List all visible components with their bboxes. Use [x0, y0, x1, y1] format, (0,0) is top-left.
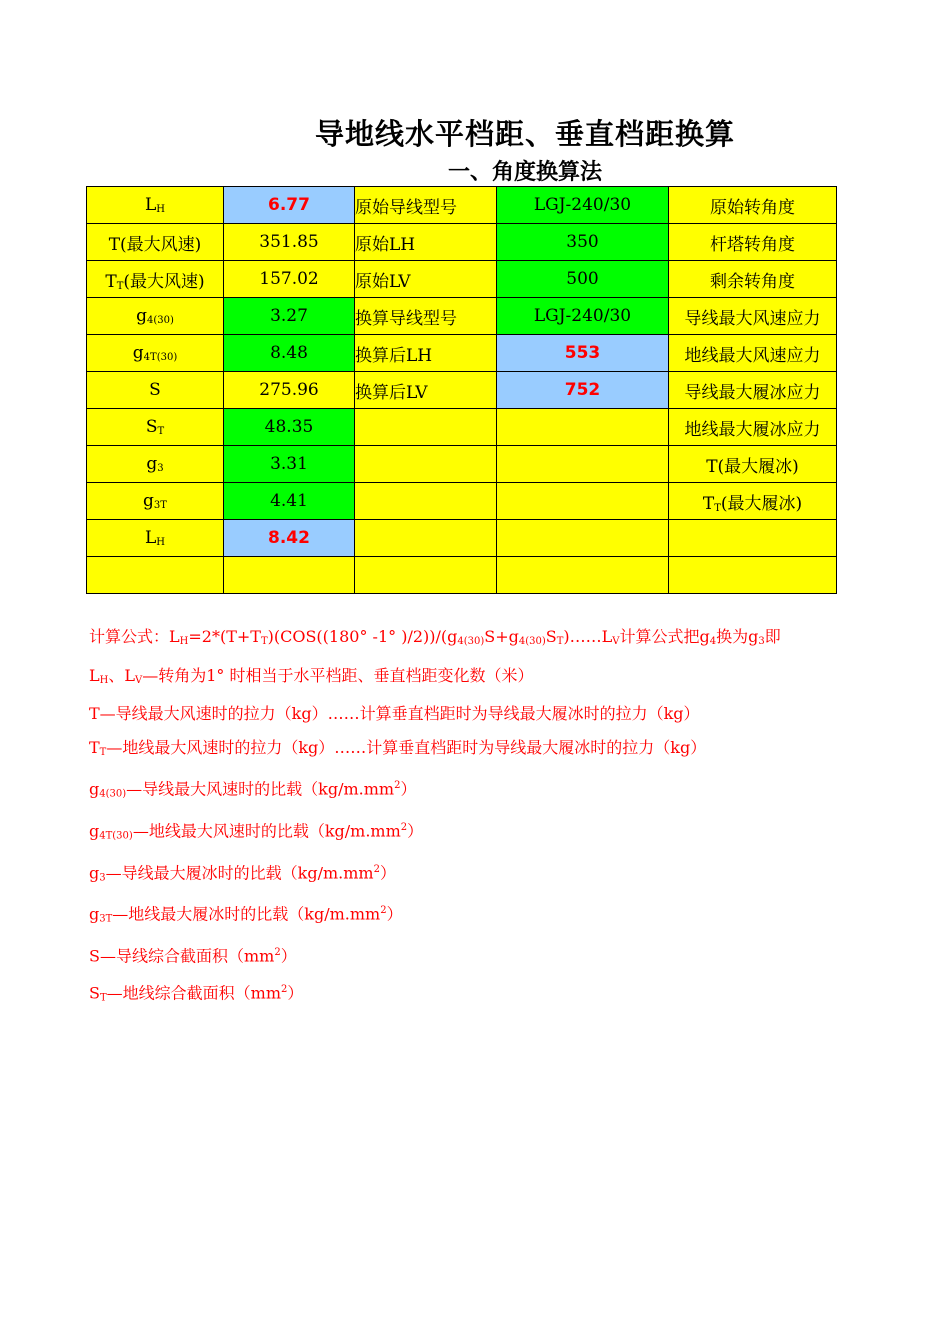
formula-note-line [89, 697, 849, 731]
input-value-cell: LGJ-240/30 [497, 298, 669, 335]
note-script: H [99, 674, 109, 686]
param-value-cell: 351.85 [224, 224, 355, 261]
param-symbol-cell [87, 483, 224, 520]
formula-note-line [89, 894, 849, 936]
note-text: —地线最大风速时的比载（kg/m.mm [132, 821, 401, 841]
formula-note-line [89, 769, 849, 811]
angle-stress-label-cell [669, 483, 837, 520]
param-value-cell: 48.35 [224, 409, 355, 446]
formula-notes [89, 620, 849, 1015]
note-text: —地线综合截面积（mm [106, 983, 281, 1003]
table-row [87, 187, 837, 224]
cell-subscript: 3 [157, 463, 164, 474]
note-text: )(COS((180° -1° )/2))/(g [267, 627, 458, 646]
note-script: 2 [400, 821, 408, 833]
conversion-table [86, 186, 837, 594]
angle-stress-label-cell: 地线最大履冰应力 [669, 409, 837, 446]
note-text: —导线最大履冰时的比载（kg/m.mm [105, 862, 374, 882]
note-text: —转角为1° 时相当于水平档距、垂直档距变化数（米） [142, 665, 534, 685]
param-symbol-cell [87, 298, 224, 335]
angle-stress-label-cell: 剩余转角度 [669, 261, 837, 298]
param-value-cell: 3.31 [224, 446, 355, 483]
angle-stress-label-cell: T(最大履冰) [669, 446, 837, 483]
cell-symbol: T [702, 493, 715, 514]
note-script: 3 [758, 636, 765, 647]
input-label-cell [355, 520, 497, 557]
note-script: 2 [373, 863, 380, 875]
formula-note-line [89, 659, 849, 698]
note-script: T [99, 992, 107, 1004]
input-value-cell [497, 520, 669, 557]
note-script: 3T [99, 913, 113, 925]
note-text: )……L [563, 627, 613, 646]
note-script: 2 [394, 780, 401, 791]
cell-symbol: S [149, 380, 161, 400]
cell-symbol: L [144, 195, 157, 215]
formula-note-line [89, 853, 849, 895]
cell-subscript: H [156, 537, 166, 548]
input-label-cell: 换算后LV [355, 372, 497, 409]
param-symbol-cell [87, 557, 224, 594]
note-script: V [612, 636, 620, 647]
input-value-cell [497, 409, 669, 446]
angle-stress-label-cell: 杆塔转角度 [669, 224, 837, 261]
note-text: g [89, 904, 100, 924]
note-text: =2*(T+T [188, 627, 261, 646]
input-value-cell: 553 [497, 335, 669, 372]
formula-note-line [89, 936, 849, 973]
note-script: 2 [281, 984, 288, 996]
cell-subscript: 4T(30) [143, 352, 178, 363]
note-script: 3 [99, 871, 106, 883]
table-row [87, 298, 837, 335]
param-symbol-cell [87, 187, 224, 224]
note-script: H [179, 636, 189, 647]
note-script: T [99, 746, 107, 758]
table-row [87, 446, 837, 483]
note-text: 计算公式：L [89, 627, 180, 646]
note-text: S [89, 983, 100, 1003]
angle-stress-label-cell: 导线最大履冰应力 [669, 372, 837, 409]
note-script: 4 [709, 636, 717, 647]
note-script: V [135, 674, 143, 686]
table-row [87, 261, 837, 298]
note-text: 、L [108, 665, 135, 685]
note-script: T [556, 636, 564, 647]
input-value-cell: LGJ-240/30 [497, 187, 669, 224]
input-value-cell [497, 483, 669, 520]
table-row [87, 409, 837, 446]
note-text: ） [386, 904, 403, 924]
table-row [87, 372, 837, 409]
note-text: g [89, 821, 100, 841]
cell-symbol: S [145, 417, 158, 437]
formula-note-line [89, 620, 849, 659]
note-text: 换为g [716, 627, 759, 646]
param-symbol-cell [87, 520, 224, 557]
input-label-cell [355, 483, 497, 520]
input-label-cell: 原始导线型号 [355, 187, 497, 224]
section-title: 一、角度换算法 [447, 159, 602, 185]
input-value-cell: 500 [497, 261, 669, 298]
note-text: —导线最大风速时的比载（kg/m.mm [126, 779, 395, 799]
cell-suffix: (最大风速) [123, 271, 205, 292]
input-value-cell [497, 557, 669, 594]
note-text: ） [379, 862, 396, 882]
cell-symbol: T [105, 271, 117, 292]
note-text: ） [407, 821, 424, 841]
note-text: ） [400, 779, 417, 799]
input-label-cell: 原始LV [355, 261, 497, 298]
note-script: 2 [380, 905, 387, 917]
note-text: g [89, 779, 100, 799]
note-script: 4(30) [99, 788, 127, 800]
cell-subscript: T [714, 502, 721, 514]
note-text: T—导线最大风速时的拉力（kg）……计算垂直档距时为导线最大履冰时的拉力（kg） [89, 704, 700, 723]
param-value-cell: 8.48 [224, 335, 355, 372]
formula-note-line [89, 731, 849, 770]
cell-symbol: T(最大风速) [108, 234, 202, 255]
note-text: ） [287, 983, 304, 1003]
param-value-cell: 157.02 [224, 261, 355, 298]
input-label-cell: 换算导线型号 [355, 298, 497, 335]
param-symbol-cell [87, 335, 224, 372]
angle-stress-label-cell [669, 520, 837, 557]
param-value-cell [224, 557, 355, 594]
input-label-cell [355, 446, 497, 483]
param-symbol-cell [87, 446, 224, 483]
param-value-cell: 4.41 [224, 483, 355, 520]
note-text: S [545, 627, 557, 646]
input-label-cell: 换算后LH [355, 335, 497, 372]
table-row [87, 335, 837, 372]
angle-stress-label-cell [669, 557, 837, 594]
cell-symbol: g [132, 343, 144, 363]
input-label-cell: 原始LH [355, 224, 497, 261]
note-script: 4(30) [457, 636, 485, 647]
note-script: T [260, 636, 268, 647]
note-script: 4(30) [518, 636, 546, 647]
param-symbol-cell [87, 261, 224, 298]
cell-symbol: g [136, 306, 147, 326]
note-text: 即 [764, 627, 781, 646]
page-title: 导地线水平档距、垂直档距换算 [314, 117, 735, 151]
input-value-cell: 752 [497, 372, 669, 409]
input-value-cell: 350 [497, 224, 669, 261]
cell-subscript: H [156, 204, 166, 215]
param-value-cell: 3.27 [224, 298, 355, 335]
cell-subscript: T [116, 280, 124, 292]
param-value-cell: 6.77 [224, 187, 355, 224]
cell-suffix: (最大履冰) [720, 493, 803, 514]
note-text: 计算公式把g [619, 627, 710, 646]
note-script: 4T(30) [99, 830, 133, 842]
formula-note-line [89, 811, 849, 853]
cell-symbol: g [143, 491, 154, 511]
input-label-cell [355, 409, 497, 446]
note-text: —地线最大履冰时的比载（kg/m.mm [112, 904, 381, 924]
param-symbol-cell [87, 409, 224, 446]
table-row [87, 483, 837, 520]
input-label-cell [355, 557, 497, 594]
angle-stress-label-cell: 原始转角度 [669, 187, 837, 224]
param-symbol-cell [87, 372, 224, 409]
note-text: g [89, 862, 100, 882]
formula-note-line [89, 973, 849, 1015]
param-value-cell: 275.96 [224, 372, 355, 409]
note-text: S—导线综合截面积（mm [89, 946, 275, 966]
note-text: ） [280, 946, 297, 966]
angle-stress-label-cell: 地线最大风速应力 [669, 335, 837, 372]
table-row [87, 520, 837, 557]
note-text: T [89, 737, 100, 757]
table-row [87, 557, 837, 594]
note-script: 2 [274, 947, 281, 959]
param-value-cell: 8.42 [224, 520, 355, 557]
note-text: —地线最大风速时的拉力（kg）……计算垂直档距时为导线最大履冰时的拉力（kg） [106, 737, 707, 757]
param-symbol-cell [87, 224, 224, 261]
note-text: S+g [484, 627, 519, 646]
note-text: L [89, 665, 100, 685]
cell-subscript: T [157, 426, 165, 437]
angle-stress-label-cell: 导线最大风速应力 [669, 298, 837, 335]
table-row [87, 224, 837, 261]
cell-subscript: 4(30) [147, 315, 174, 326]
input-value-cell [497, 446, 669, 483]
cell-symbol: g [146, 454, 158, 474]
cell-symbol: L [144, 528, 157, 548]
cell-subscript: 3T [153, 500, 167, 511]
